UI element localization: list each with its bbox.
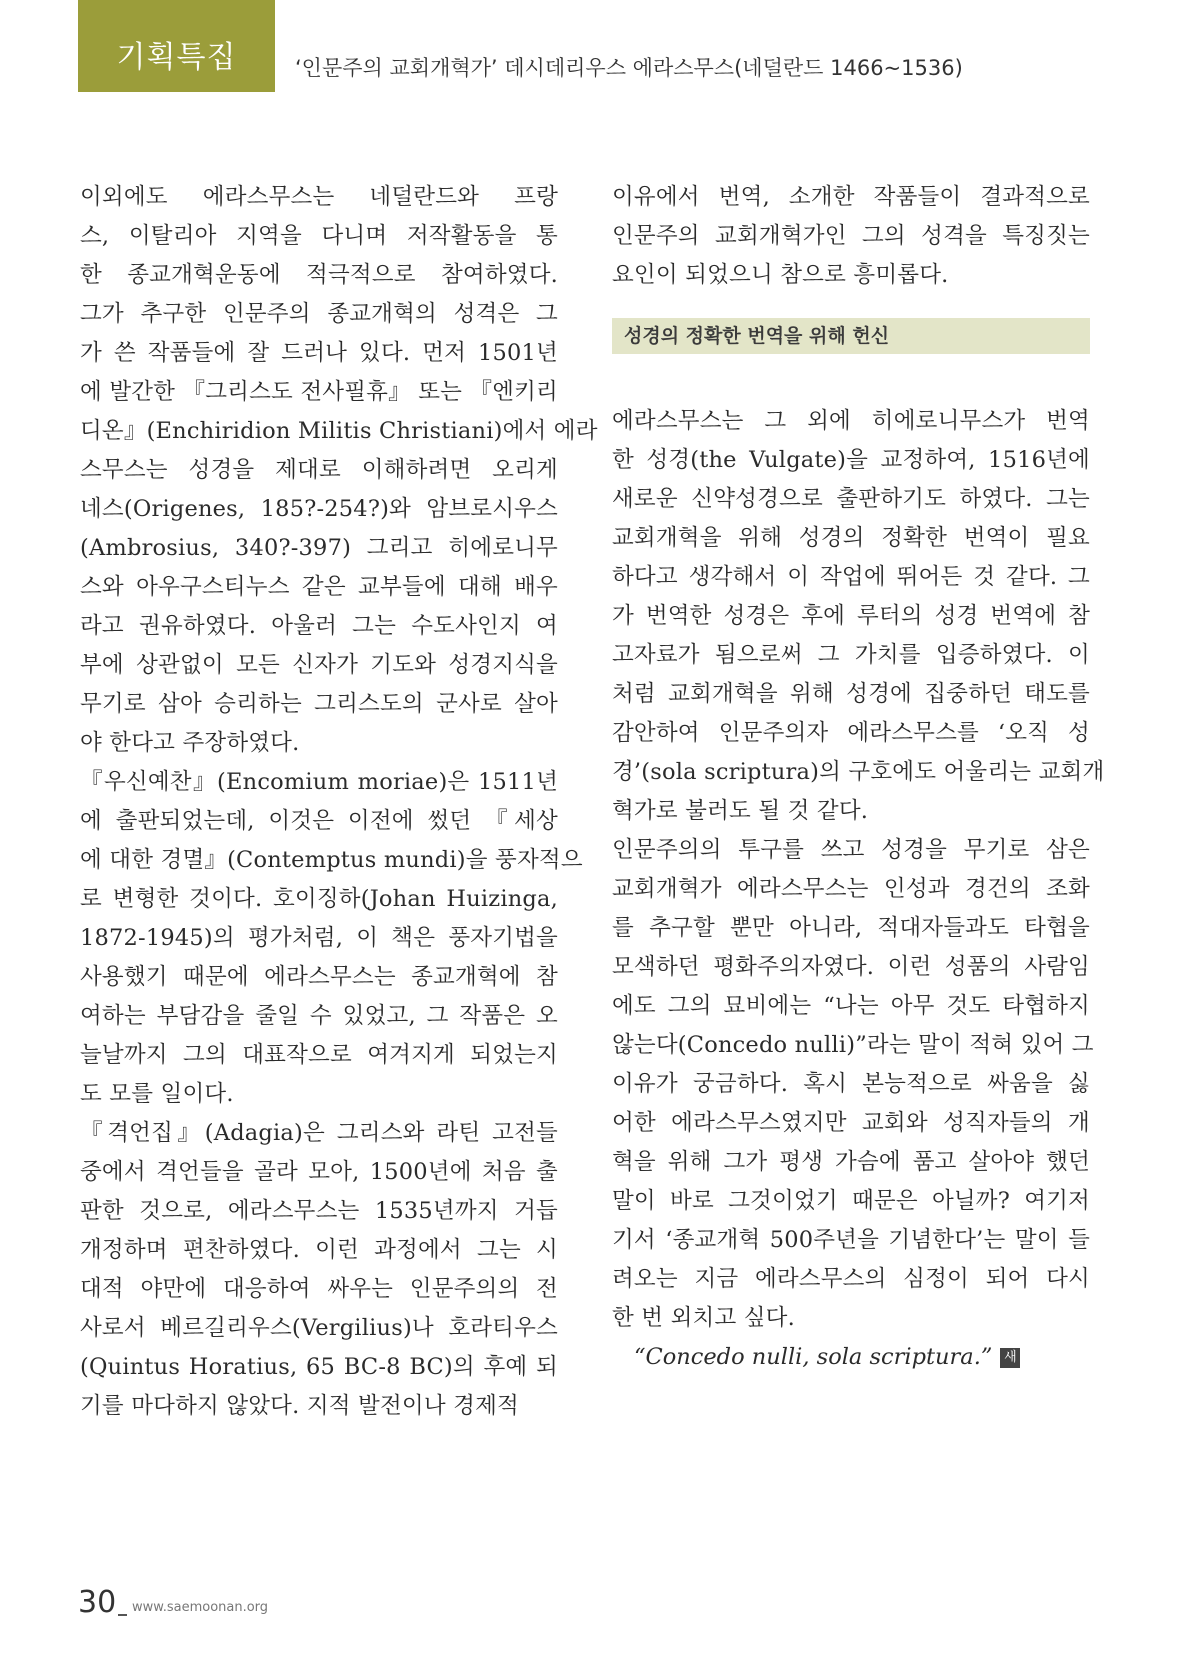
text-line: 개정하며 편찬하였다. 이런 과정에서 그는 시: [80, 1237, 558, 1263]
text-line: 한 번 외치고 싶다.: [612, 1305, 795, 1331]
text-line: 고자료가 됨으로써 그 가치를 입증하였다. 이: [612, 642, 1090, 668]
text-line: 모색하던 평화주의자였다. 이런 성품의 사람임: [612, 954, 1090, 980]
text-line: 말이 바로 그것이었기 때문은 아닐까? 여기저: [612, 1188, 1090, 1214]
left-column: [80, 178, 598, 1426]
section-label: 기획특집: [78, 0, 275, 92]
text-line: 『우신예찬』(Encomium moriae)은 1511년: [80, 769, 558, 795]
text-line: 『격언집』(Adagia)은 그리스와 라틴 고전들: [80, 1120, 558, 1146]
text-line: 려오는 지금 에라스무스의 심정이 되어 다시: [612, 1266, 1090, 1292]
text-line: 기서 ‘종교개혁 500주년을 기념한다’는 말이 들: [612, 1227, 1090, 1253]
text-line: 처럼 교회개혁을 위해 성경에 집중하던 태도를: [612, 681, 1090, 707]
text-line: 이외에도 에라스무스는 네덜란드와 프랑: [80, 184, 558, 210]
text-line: 중에서 격언들을 골라 모아, 1500년에 처음 출: [80, 1159, 558, 1185]
text-line: 사로서 베르길리우스(Vergilius)나 호라티우스: [80, 1315, 558, 1341]
text-line: 늘날까지 그의 대표작으로 여겨지게 되었는지: [80, 1042, 558, 1068]
text-line: 기를 마다하지 않았다. 지적 발전이나 경제적: [80, 1393, 519, 1419]
text-line: 판한 것으로, 에라스무스는 1535년까지 거듭: [80, 1198, 558, 1224]
text-line: 부에 상관없이 모든 신자가 기도와 성경지식을: [80, 652, 558, 678]
text-line: 로 변형한 것이다. 호이징하(Johan Huizinga,: [80, 886, 558, 912]
text-line: 에라스무스는 그 외에 히에로니무스가 번역: [612, 408, 1090, 434]
text-line: 여하는 부담감을 줄일 수 있었고, 그 작품은 오: [80, 1003, 558, 1029]
text-line: 그가 추구한 인문주의 종교개혁의 성격은 그: [80, 301, 558, 327]
text-line: 무기로 삼아 승리하는 그리스도의 군사로 살아: [80, 691, 558, 717]
page-title: ‘인문주의 교회개혁가’ 데시데리우스 에라스무스(네덜란드 1466~1536): [295, 56, 963, 80]
right-column: [612, 178, 1105, 1377]
section-heading: 성경의 정확한 번역을 위해 헌신: [612, 318, 1090, 354]
text-line: 경’(sola scriptura)의 구호에도 어울리는 교회개: [612, 759, 1105, 785]
closing-quote-text: “Concedo nulli, sola scriptura.”: [634, 1344, 993, 1370]
text-line: 대적 야만에 대응하여 싸우는 인문주의의 전: [80, 1276, 558, 1302]
text-line: 혁을 위해 그가 평생 가슴에 품고 살아야 했던: [612, 1149, 1090, 1175]
text-line: (Quintus Horatius, 65 BC-8 BC)의 후예 되: [80, 1354, 558, 1380]
text-line: 요인이 되었으니 참으로 흥미롭다.: [612, 262, 949, 288]
text-line: 교회개혁을 위해 성경의 정확한 번역이 필요: [612, 525, 1090, 551]
text-line: 스무스는 성경을 제대로 이해하려면 오리게: [80, 457, 558, 483]
text-line: 감안하여 인문주의자 에라스무스를 ‘오직 성: [612, 720, 1090, 746]
page-number: 30: [78, 1585, 117, 1620]
text-line: 않는다(Concedo nulli)”라는 말이 적혀 있어 그: [612, 1032, 1094, 1058]
text-line: 한 성경(the Vulgate)을 교정하여, 1516년에: [612, 447, 1090, 473]
text-line: 이유에서 번역, 소개한 작품들이 결과적으로: [612, 184, 1090, 210]
end-mark-icon: 새: [1000, 1348, 1020, 1368]
text-line: 어한 에라스무스였지만 교회와 성직자들의 개: [612, 1110, 1090, 1136]
text-line: 라고 권유하였다. 아울러 그는 수도사인지 여: [80, 613, 558, 639]
closing-quote: [612, 1338, 1090, 1377]
text-line: 이유가 궁금하다. 혹시 본능적으로 싸움을 싫: [612, 1071, 1090, 1097]
text-line: 야 한다고 주장하였다.: [80, 730, 300, 756]
text-line: 에도 그의 묘비에는 “나는 아무 것도 타협하지: [612, 993, 1090, 1019]
text-line: 혁가로 불러도 될 것 같다.: [612, 798, 869, 824]
text-line: 에 대한 경멸』(Contemptus mundi)을 풍자적으: [80, 847, 583, 873]
text-line: 네스(Origenes, 185?-254?)와 암브로시우스: [80, 496, 558, 522]
text-line: 인문주의의 투구를 쓰고 성경을 무기로 삼은: [612, 837, 1090, 863]
text-line: 를 추구할 뿐만 아니라, 적대자들과도 타협을: [612, 915, 1090, 941]
text-line: 스, 이탈리아 지역을 다니며 저작활동을 통: [80, 223, 558, 249]
text-line: (Ambrosius, 340?-397) 그리고 히에로니무: [80, 535, 558, 561]
text-line: 에 발간한 『그리스도 전사필휴』 또는 『엔키리: [80, 379, 558, 405]
text-line: 스와 아우구스티누스 같은 교부들에 대해 배우: [80, 574, 558, 600]
text-line: 하다고 생각해서 이 작업에 뛰어든 것 같다. 그: [612, 564, 1090, 590]
footer-divider: [118, 1614, 127, 1616]
text-line: 도 모를 일이다.: [80, 1081, 234, 1107]
text-line: 가 번역한 성경은 후에 루터의 성경 번역에 참: [612, 603, 1090, 629]
text-line: 1872-1945)의 평가처럼, 이 책은 풍자기법을: [80, 925, 558, 951]
footer-url: www.saemoonan.org: [132, 1600, 269, 1615]
text-line: 교회개혁가 에라스무스는 인성과 경건의 조화: [612, 876, 1090, 902]
text-line: 사용했기 때문에 에라스무스는 종교개혁에 참: [80, 964, 558, 990]
text-line: 새로운 신약성경으로 출판하기도 하였다. 그는: [612, 486, 1090, 512]
text-line: 디온』(Enchiridion Militis Christiani)에서 에라: [80, 418, 598, 444]
text-line: 한 종교개혁운동에 적극적으로 참여하였다.: [80, 262, 558, 288]
text-line: 에 출판되었는데, 이것은 이전에 썼던 『세상: [80, 808, 558, 834]
text-line: 가 쓴 작품들에 잘 드러나 있다. 먼저 1501년: [80, 340, 558, 366]
text-line: 인문주의 교회개혁가인 그의 성격을 특징짓는: [612, 223, 1090, 249]
